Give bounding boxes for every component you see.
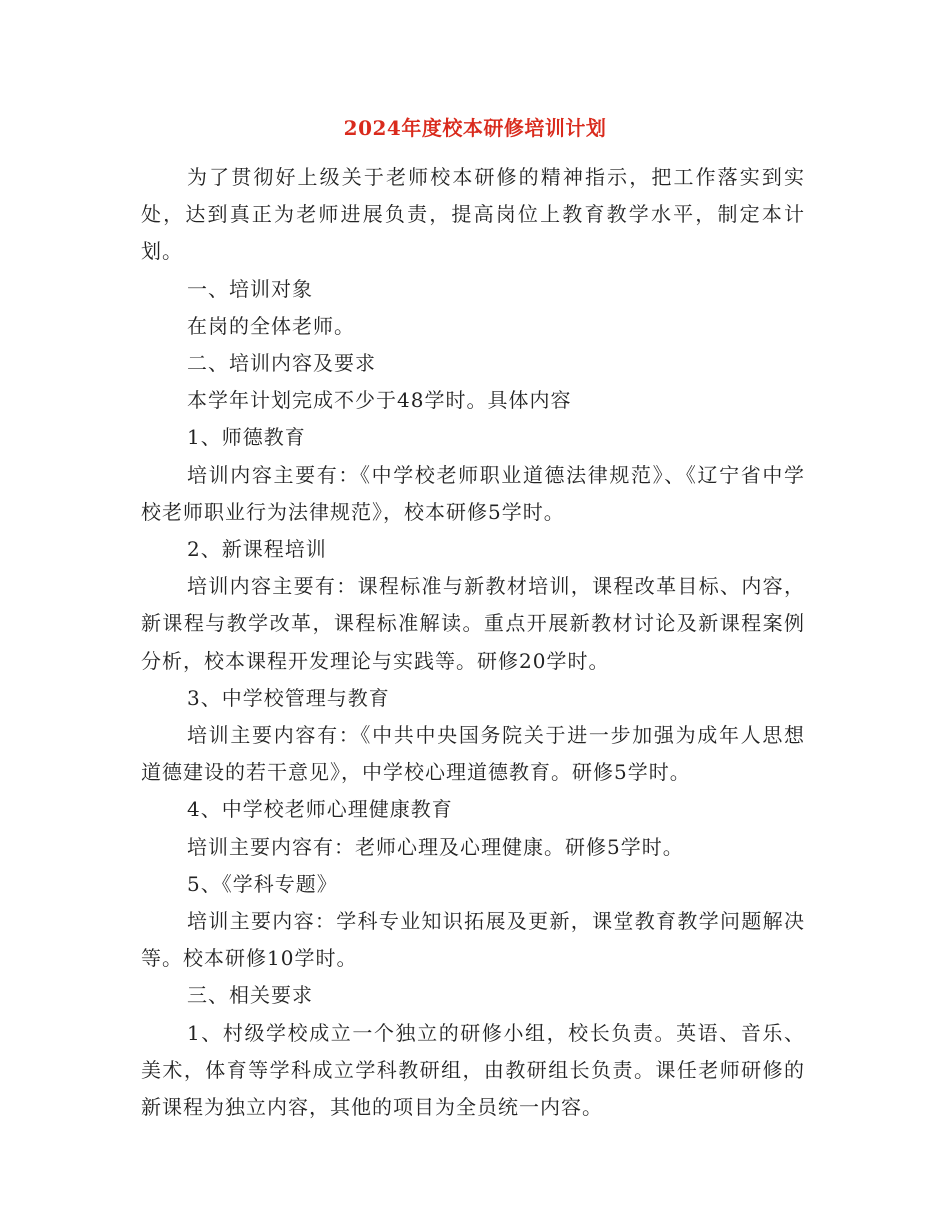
document-title: 2024年度校本研修培训计划 <box>343 116 607 140</box>
section-heading: 二、培训内容及要求 <box>187 351 376 376</box>
subsection-heading: 3、中学校管理与教育 <box>187 685 390 710</box>
document-body <box>141 159 805 1126</box>
paragraph: 1、村级学校成立一个独立的研修小组，校长负责。英语、音乐、美术，体育等学科成立学科教研组，由教研组长负责。课任老师研修的新课程为独立内容，其他的项目为全员统一内容。 <box>141 1020 805 1120</box>
subsection-heading: 2、新课程培训 <box>187 537 327 562</box>
paragraph: 本学年计划完成不少于48学时。具体内容 <box>187 388 572 413</box>
section-heading: 三、相关要求 <box>187 983 313 1008</box>
section-heading: 一、培训对象 <box>187 276 313 301</box>
intro-paragraph: 为了贯彻好上级关于老师校本研修的精神指示，把工作落实到实处，达到真正为老师进展负责，提高岗位上教育教学水平，制定本计划。 <box>141 165 805 264</box>
paragraph: 培训主要内容有：《中共中央国务院关于进一步加强为成年人思想道德建设的若干意见》，中学校心理道德教育。研修5学时。 <box>141 723 805 785</box>
subsection-heading: 5、《学科专题》 <box>187 871 338 896</box>
paragraph: 在岗的全体老师。 <box>187 313 355 338</box>
paragraph: 培训主要内容有：老师心理及心理健康。研修5学时。 <box>187 834 684 859</box>
subsection-heading: 1、师德教育 <box>187 425 306 450</box>
paragraph: 培训内容主要有：《中学校老师职业道德法律规范》、《辽宁省中学校老师职业行为法律规范》，校本研修5学时。 <box>141 462 805 524</box>
paragraph: 培训内容主要有：课程标准与新教材培训，课程改革目标、内容，新课程与教学改革，课程标准解读。重点开展新教材讨论及新课程案例分析，校本课程开发理论与实践等。研修20学时。 <box>141 574 805 673</box>
subsection-heading: 4、中学校老师心理健康教育 <box>187 797 453 822</box>
paragraph: 培训主要内容：学科专业知识拓展及更新，课堂教育教学问题解决等。校本研修10学时。 <box>141 909 805 971</box>
